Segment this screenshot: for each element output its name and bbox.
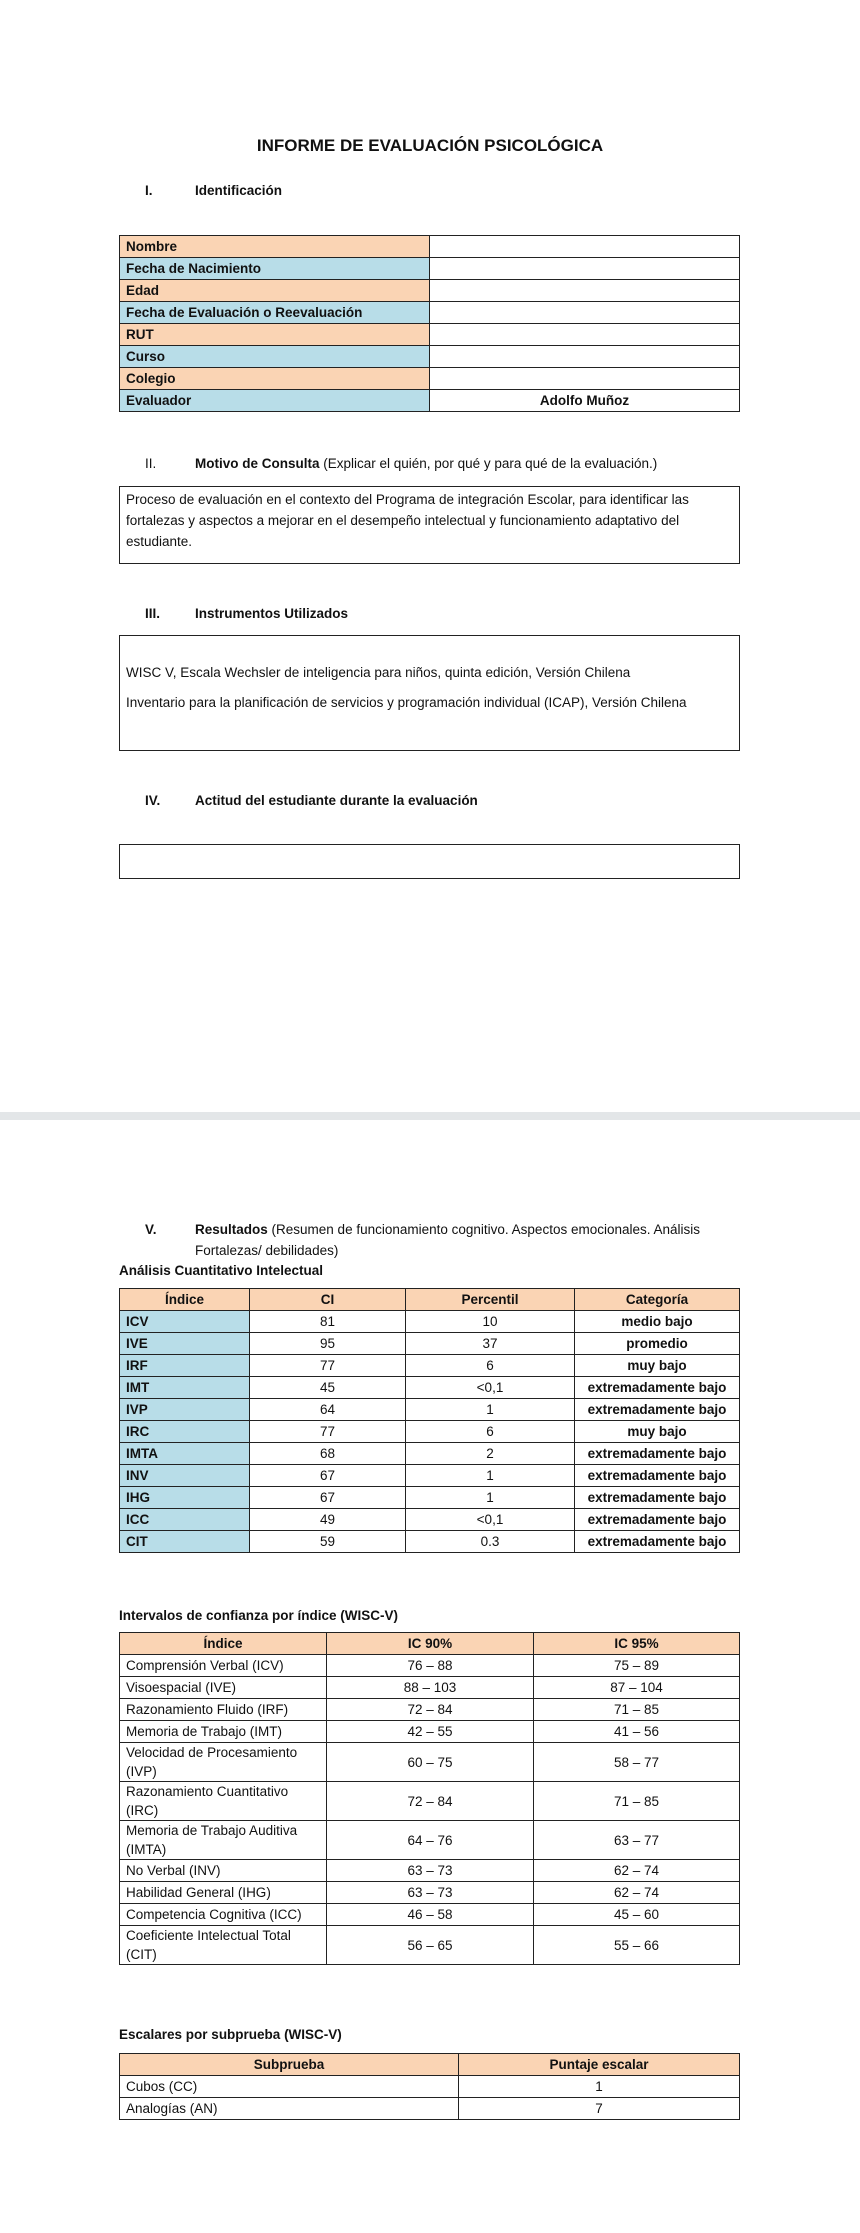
table-cell: IVP — [120, 1399, 250, 1421]
table-cell: 41 – 56 — [534, 1721, 740, 1743]
intervalos-table — [119, 1632, 740, 1965]
ident-value — [430, 346, 740, 368]
ident-row — [120, 346, 740, 368]
instrumento-item: WISC V, Escala Wechsler de inteligencia para niños, quinta edición, Versión Chilena — [126, 665, 631, 680]
table-cell: <0,1 — [406, 1509, 575, 1531]
col-header: IC 90% — [327, 1633, 534, 1655]
ident-value — [430, 258, 740, 280]
table-cell: 42 – 55 — [327, 1721, 534, 1743]
ident-value — [430, 280, 740, 302]
table-row — [120, 1721, 740, 1743]
table-row — [120, 1904, 740, 1926]
table-row — [120, 1677, 740, 1699]
table-cell: Visoespacial (IVE) — [120, 1677, 327, 1699]
table-row — [120, 1743, 740, 1782]
table-cell: 62 – 74 — [534, 1882, 740, 1904]
table-row — [120, 2076, 740, 2098]
table-cell: CIT — [120, 1531, 250, 1553]
motivo-box — [119, 486, 740, 564]
table-row — [120, 1443, 740, 1465]
table-cell: 45 — [250, 1377, 406, 1399]
table-cell: 45 – 60 — [534, 1904, 740, 1926]
analisis-table — [119, 1288, 740, 1553]
ident-value — [430, 324, 740, 346]
table-cell: Habilidad General (IHG) — [120, 1882, 327, 1904]
table-row — [120, 1333, 740, 1355]
table-cell: 77 — [250, 1355, 406, 1377]
ident-row — [120, 390, 740, 412]
page-1 — [0, 0, 860, 1112]
table-row — [120, 1782, 740, 1821]
table-cell: 1 — [406, 1487, 575, 1509]
table-cell: <0,1 — [406, 1377, 575, 1399]
table-cell: 71 – 85 — [534, 1699, 740, 1721]
table-cell: 6 — [406, 1421, 575, 1443]
table-cell: 72 – 84 — [327, 1699, 534, 1721]
table-cell: 95 — [250, 1333, 406, 1355]
table-cell: Coeficiente Intelectual Total (CIT) — [120, 1926, 327, 1965]
table-cell: ICC — [120, 1509, 250, 1531]
motivo-text: Proceso de evaluación en el contexto del Programa de integración Escolar, para identificar las fortalezas y aspectos a mejorar en el desempeño intelectual y funcionamiento adaptativo del estudiante. — [126, 492, 689, 549]
instrumento-item: Inventario para la planificación de servicios y programación individual (ICAP), Versión Chilena — [126, 695, 687, 710]
table-row — [120, 1355, 740, 1377]
col-header: Categoría — [575, 1289, 740, 1311]
table-cell: Cubos (CC) — [120, 2076, 459, 2098]
table-row — [120, 1926, 740, 1965]
table-row — [120, 1421, 740, 1443]
table-row — [120, 1655, 740, 1677]
table-cell: 67 — [250, 1487, 406, 1509]
col-header: CI — [250, 1289, 406, 1311]
table-row — [120, 2098, 740, 2120]
ident-row — [120, 236, 740, 258]
table-row — [120, 1465, 740, 1487]
report-title: INFORME DE EVALUACIÓN PSICOLÓGICA — [256, 136, 604, 155]
table-row — [120, 1860, 740, 1882]
table-cell: ICV — [120, 1311, 250, 1333]
table-cell: 2 — [406, 1443, 575, 1465]
table-cell: extremadamente bajo — [575, 1399, 740, 1421]
table-cell: extremadamente bajo — [575, 1509, 740, 1531]
col-header: Índice — [120, 1289, 250, 1311]
table-cell: 1 — [459, 2076, 740, 2098]
table-cell: 81 — [250, 1311, 406, 1333]
section-label: Actitud del estudiante durante la evaluación — [195, 793, 478, 808]
table-cell: IVE — [120, 1333, 250, 1355]
table-cell: 60 – 75 — [327, 1743, 534, 1782]
table-cell: extremadamente bajo — [575, 1531, 740, 1553]
section-actitud — [145, 793, 478, 808]
section-label: Identificación — [195, 183, 283, 198]
section-label: Instrumentos Utilizados — [195, 606, 349, 621]
table-cell: IRF — [120, 1355, 250, 1377]
ident-label: Fecha de Nacimiento — [120, 258, 430, 280]
table-cell: Competencia Cognitiva (ICC) — [120, 1904, 327, 1926]
section-motivo — [145, 456, 657, 471]
table-cell: 1 — [406, 1465, 575, 1487]
table-cell: 76 – 88 — [327, 1655, 534, 1677]
table-cell: extremadamente bajo — [575, 1377, 740, 1399]
table-cell: promedio — [575, 1333, 740, 1355]
section-number: IV. — [145, 793, 161, 808]
table-cell: extremadamente bajo — [575, 1487, 740, 1509]
table-cell: extremadamente bajo — [575, 1465, 740, 1487]
table-cell: No Verbal (INV) — [120, 1860, 327, 1882]
ident-row — [120, 280, 740, 302]
table-row — [120, 1821, 740, 1860]
col-header: Percentil — [406, 1289, 575, 1311]
col-header: Índice — [120, 1633, 327, 1655]
table-cell: 88 – 103 — [327, 1677, 534, 1699]
table-cell: Analogías (AN) — [120, 2098, 459, 2120]
ident-value: Adolfo Muñoz — [430, 390, 740, 412]
section-number: III. — [145, 606, 161, 621]
table-cell: muy bajo — [575, 1355, 740, 1377]
table-row — [120, 1377, 740, 1399]
col-header: Puntaje escalar — [459, 2054, 740, 2076]
table-cell: Comprensión Verbal (ICV) — [120, 1655, 327, 1677]
section-number: I. — [145, 183, 153, 198]
table-row — [120, 1699, 740, 1721]
table-cell: 71 – 85 — [534, 1782, 740, 1821]
table-row — [120, 1882, 740, 1904]
table-cell: 72 – 84 — [327, 1782, 534, 1821]
table-cell: 68 — [250, 1443, 406, 1465]
table-cell: 58 – 77 — [534, 1743, 740, 1782]
instrumentos-box — [119, 635, 740, 751]
section-number: V. — [145, 1222, 157, 1237]
ident-value — [430, 236, 740, 258]
table-cell: 63 – 73 — [327, 1860, 534, 1882]
table-cell: 87 – 104 — [534, 1677, 740, 1699]
table-cell: 62 – 74 — [534, 1860, 740, 1882]
section-label: Motivo de Consulta — [195, 456, 320, 471]
section-resultados — [145, 1219, 745, 1261]
table-cell: 63 – 73 — [327, 1882, 534, 1904]
intervalos-title: Intervalos de confianza por índice (WISC-V) — [119, 1608, 399, 1623]
page-2 — [0, 1120, 860, 2233]
table-cell: IHG — [120, 1487, 250, 1509]
table-row — [120, 1509, 740, 1531]
table-row — [120, 1399, 740, 1421]
ident-label: Nombre — [120, 236, 430, 258]
table-cell: 64 — [250, 1399, 406, 1421]
table-cell: IRC — [120, 1421, 250, 1443]
table-row — [120, 1311, 740, 1333]
col-header: Subprueba — [120, 2054, 459, 2076]
col-header: IC 95% — [534, 1633, 740, 1655]
ident-label: Colegio — [120, 368, 430, 390]
actitud-box — [119, 844, 740, 879]
ident-row — [120, 368, 740, 390]
table-cell: muy bajo — [575, 1421, 740, 1443]
table-cell: 56 – 65 — [327, 1926, 534, 1965]
table-row — [120, 1531, 740, 1553]
section-note: (Resumen de funcionamiento cognitivo. Aspectos emocionales. Análisis Fortalezas/ debilidades) — [195, 1222, 701, 1258]
ident-label: Evaluador — [120, 390, 430, 412]
table-cell: IMTA — [120, 1443, 250, 1465]
ident-label: Fecha de Evaluación o Reevaluación — [120, 302, 430, 324]
table-cell: 37 — [406, 1333, 575, 1355]
section-label: Resultados — [195, 1222, 268, 1237]
table-cell: 1 — [406, 1399, 575, 1421]
table-cell: 64 – 76 — [327, 1821, 534, 1860]
escalares-table — [119, 2053, 740, 2120]
ident-value — [430, 302, 740, 324]
ident-label: RUT — [120, 324, 430, 346]
table-cell: 75 – 89 — [534, 1655, 740, 1677]
table-cell: Memoria de Trabajo Auditiva (IMTA) — [120, 1821, 327, 1860]
table-cell: Razonamiento Cuantitativo (IRC) — [120, 1782, 327, 1821]
table-cell: Memoria de Trabajo (IMT) — [120, 1721, 327, 1743]
escalares-title: Escalares por subprueba (WISC-V) — [119, 2027, 342, 2042]
ident-label: Edad — [120, 280, 430, 302]
table-cell: 77 — [250, 1421, 406, 1443]
table-cell: Razonamiento Fluido (IRF) — [120, 1699, 327, 1721]
table-cell: Velocidad de Procesamiento (IVP) — [120, 1743, 327, 1782]
table-cell: 46 – 58 — [327, 1904, 534, 1926]
ident-row — [120, 324, 740, 346]
section-number: II. — [145, 456, 157, 471]
table-cell: 0.3 — [406, 1531, 575, 1553]
table-cell: 63 – 77 — [534, 1821, 740, 1860]
ident-row — [120, 258, 740, 280]
table-cell: INV — [120, 1465, 250, 1487]
section-note: (Explicar el quién, por qué y para qué de la evaluación.) — [319, 456, 658, 471]
table-row — [120, 1487, 740, 1509]
table-cell: 67 — [250, 1465, 406, 1487]
ident-row — [120, 302, 740, 324]
table-cell: 59 — [250, 1531, 406, 1553]
table-cell: IMT — [120, 1377, 250, 1399]
section-identificacion — [145, 183, 282, 198]
ident-value — [430, 368, 740, 390]
table-cell: 49 — [250, 1509, 406, 1531]
table-cell: 10 — [406, 1311, 575, 1333]
table-cell: 6 — [406, 1355, 575, 1377]
table-cell: extremadamente bajo — [575, 1443, 740, 1465]
analisis-title: Análisis Cuantitativo Intelectual — [119, 1263, 324, 1278]
section-instrumentos — [145, 606, 348, 621]
page-separator — [0, 1112, 860, 1120]
identification-table — [119, 235, 740, 412]
table-cell: 7 — [459, 2098, 740, 2120]
ident-label: Curso — [120, 346, 430, 368]
table-cell: 55 – 66 — [534, 1926, 740, 1965]
table-cell: medio bajo — [575, 1311, 740, 1333]
